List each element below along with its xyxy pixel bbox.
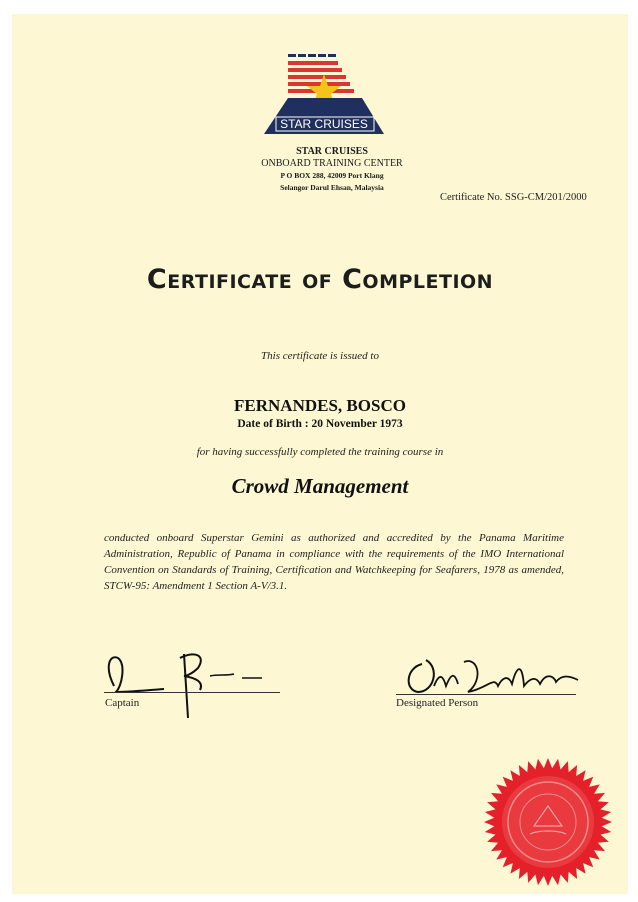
dob-label: Date of Birth :	[237, 418, 309, 430]
star-cruises-logo	[262, 52, 386, 138]
captain-label: Captain	[105, 697, 140, 709]
course-name: Crowd Management	[231, 474, 409, 498]
red-seal	[482, 756, 614, 888]
organization-name: STAR CRUISES	[296, 146, 368, 157]
logo-text: STAR CRUISES	[280, 117, 368, 131]
organization-center: ONBOARD TRAINING CENTER	[261, 158, 403, 169]
certificate-page	[12, 14, 628, 894]
captain-signature-line	[104, 692, 280, 693]
certificate-number: Certificate No. SSG-CM/201/2000	[440, 192, 587, 203]
organization-block	[232, 146, 432, 194]
captain-signature	[100, 646, 270, 726]
recipient-name: FERNANDES, BOSCO	[234, 396, 406, 415]
address-line-2: Selangor Darul Ehsan, Malaysia	[280, 183, 384, 192]
issued-to-text: This certificate is issued to	[261, 350, 379, 362]
designated-person-label: Designated Person	[396, 697, 479, 709]
date-of-birth	[12, 418, 628, 430]
completed-text: for having successfully completed the training course in	[196, 446, 444, 458]
designated-person-signature	[398, 650, 598, 700]
accreditation-text: conducted onboard Superstar Gemini as authorized and accredited by the Panama Maritime Administration, Republic of Panama in compliance with the requirements of the IMO International Convention on Standards of Training, Certification and Watchkeeping for Seafarers, 1978 as amended, STCW-95: Amendment 1 Section A-V/3.1.	[104, 532, 564, 592]
address-line-1: P O BOX 288, 42009 Port Klang	[280, 171, 384, 180]
certificate-title: Certificate of Completion	[146, 264, 494, 295]
dob-value: 20 November 1973	[311, 418, 403, 430]
designated-person-signature-line	[396, 694, 576, 695]
